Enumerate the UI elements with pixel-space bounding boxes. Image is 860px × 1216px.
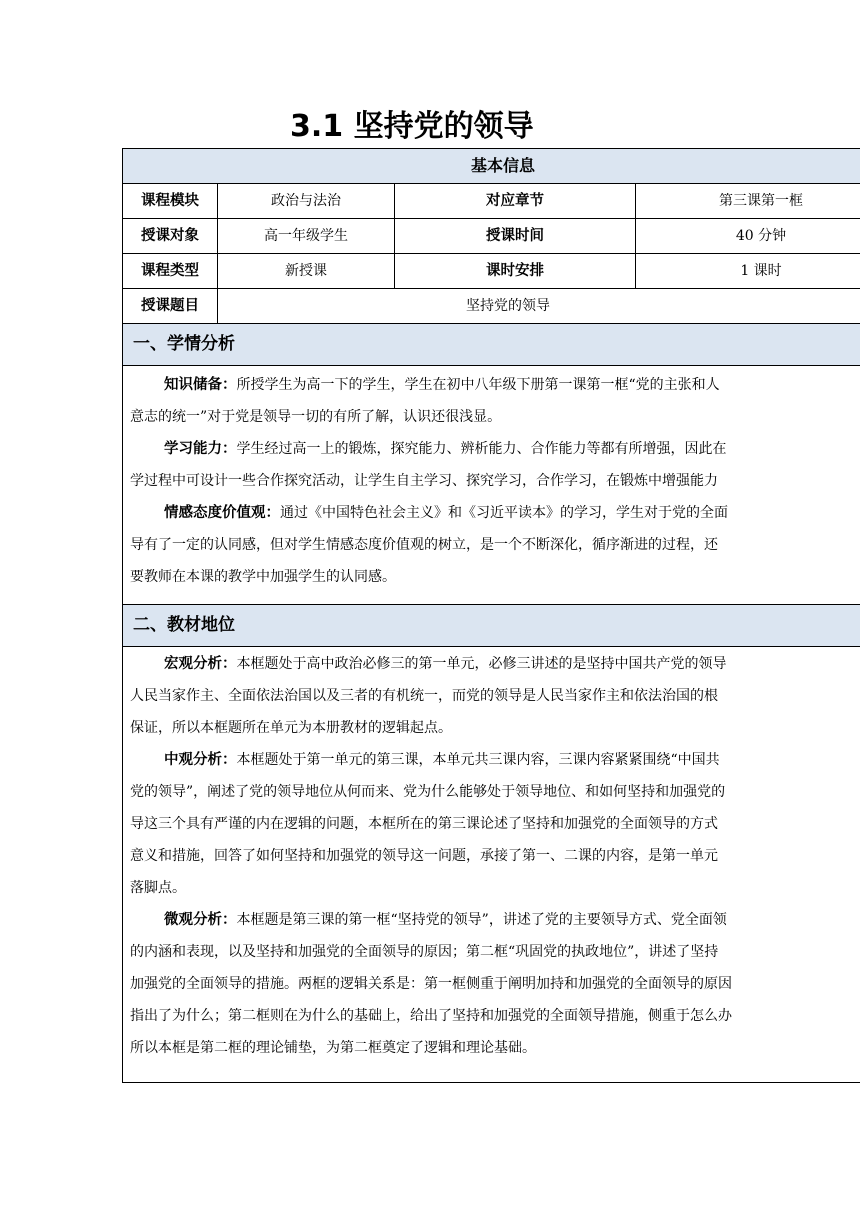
paragraph-line: 学习能力：学生经过高一上的锻炼，探究能力、辨析能力、合作能力等都有所增强，因此在 bbox=[164, 441, 727, 457]
paragraph-lead: 知识储备： bbox=[164, 377, 237, 393]
paragraph-line: 导有了一定的认同感，但对学生情感态度价值观的树立，是一个不断深化，循序渐进的过程，还 bbox=[130, 537, 718, 553]
learner-analysis-body bbox=[123, 367, 860, 605]
paragraph-lead: 学习能力： bbox=[164, 441, 237, 457]
paragraph-line: 导这三个具有严谨的内在逻辑的问题，本框所在的第三课论述了坚持和加强党的全面领导的方式 bbox=[130, 816, 718, 832]
basic-info-header: 基本信息 bbox=[123, 149, 860, 184]
paragraph-line: 情感态度价值观：通过《中国特色社会主义》和《习近平读本》的学习，学生对于党的全面 bbox=[164, 505, 728, 521]
paragraph-line: 指出了为什么；第二框则在为什么的基础上，给出了坚持和加强党的全面领导措施，侧重于怎么办 bbox=[130, 1008, 732, 1024]
paragraph-line: 学过程中可设计一些合作探究活动，让学生自主学习、探究学习，合作学习，在锻炼中增强能力 bbox=[130, 473, 718, 489]
info-value: 新授课 bbox=[285, 263, 327, 279]
info-value: 第三课第一框 bbox=[719, 193, 803, 209]
paragraph-lead: 中观分析： bbox=[164, 752, 237, 768]
paragraph-lead: 微观分析： bbox=[164, 912, 237, 928]
topic-value: 坚持党的领导 bbox=[466, 298, 550, 314]
paragraph-line: 微观分析：本框题是第三课的第一框“坚持党的领导”，讲述了党的主要领导方式、党全面领 bbox=[164, 912, 727, 928]
paragraph-line: 的内涵和表现，以及坚持和加强党的全面领导的原因；第二框“巩固党的执政地位”，讲述了坚持 bbox=[130, 944, 719, 960]
paragraph-line: 加强党的全面领导的措施。两框的逻辑关系是：第一框侧重于阐明加持和加强党的全面领导的原因 bbox=[130, 976, 732, 992]
paragraph-line: 所以本框是第二框的理论铺垫，为第二框奠定了逻辑和理论基础。 bbox=[130, 1040, 536, 1056]
info-label: 对应章节 bbox=[486, 193, 544, 209]
paragraph-line: 要教师在本课的教学中加强学生的认同感。 bbox=[130, 569, 396, 585]
info-label: 授课对象 bbox=[141, 228, 199, 244]
topic-row bbox=[123, 289, 860, 324]
info-label: 课程类型 bbox=[141, 263, 199, 279]
paragraph-line: 知识储备：所授学生为高一下的学生，学生在初中八年级下册第一课第一框“党的主张和人 bbox=[164, 377, 720, 393]
topic-label: 授课题目 bbox=[141, 298, 199, 314]
info-row bbox=[123, 184, 860, 219]
paragraph-line: 宏观分析：本框题处于高中政治必修三的第一单元，必修三讲述的是坚持中国共产党的领导 bbox=[164, 656, 727, 672]
paragraph-line: 中观分析：本框题处于第一单元的第三课，本单元共三课内容，三课内容紧紧围绕“中国共 bbox=[164, 752, 720, 768]
document-title: 3.1 坚持党的领导 bbox=[290, 109, 534, 144]
section-heading-textbook-position: 二、教材地位 bbox=[123, 605, 860, 647]
section-heading-learner-analysis: 一、学情分析 bbox=[123, 324, 860, 366]
info-row bbox=[123, 219, 860, 254]
paragraph-line: 落脚点。 bbox=[130, 880, 186, 896]
info-value: 政治与法治 bbox=[271, 193, 341, 209]
info-value: 高一年级学生 bbox=[264, 228, 348, 244]
info-label: 课程模块 bbox=[141, 193, 199, 209]
info-value: 40 分钟 bbox=[735, 228, 787, 244]
paragraph-lead: 情感态度价值观： bbox=[164, 505, 280, 521]
paragraph-line: 人民当家作主、全面依法治国以及三者的有机统一，而党的领导是人民当家作主和依法治国的根 bbox=[130, 688, 718, 704]
info-value: 1 课时 bbox=[740, 263, 782, 279]
paragraph-line: 意义和措施，回答了如何坚持和加强党的领导这一问题，承接了第一、二课的内容，是第一单元 bbox=[130, 848, 718, 864]
info-label: 课时安排 bbox=[486, 263, 544, 279]
info-label: 授课时间 bbox=[486, 228, 544, 244]
paragraph-line: 党的领导”，阐述了党的领导地位从何而来、党为什么能够处于领导地位、和如何坚持和加强党的 bbox=[130, 784, 726, 800]
paragraph-line: 意志的统一”对于党是领导一切的有所了解，认识还很浅显。 bbox=[130, 409, 502, 425]
lesson-plan-table bbox=[122, 148, 860, 1083]
info-row bbox=[123, 254, 860, 289]
textbook-position-body bbox=[123, 647, 860, 1083]
paragraph-lead: 宏观分析： bbox=[164, 656, 237, 672]
paragraph-line: 保证，所以本框题所在单元为本册教材的逻辑起点。 bbox=[130, 720, 452, 736]
